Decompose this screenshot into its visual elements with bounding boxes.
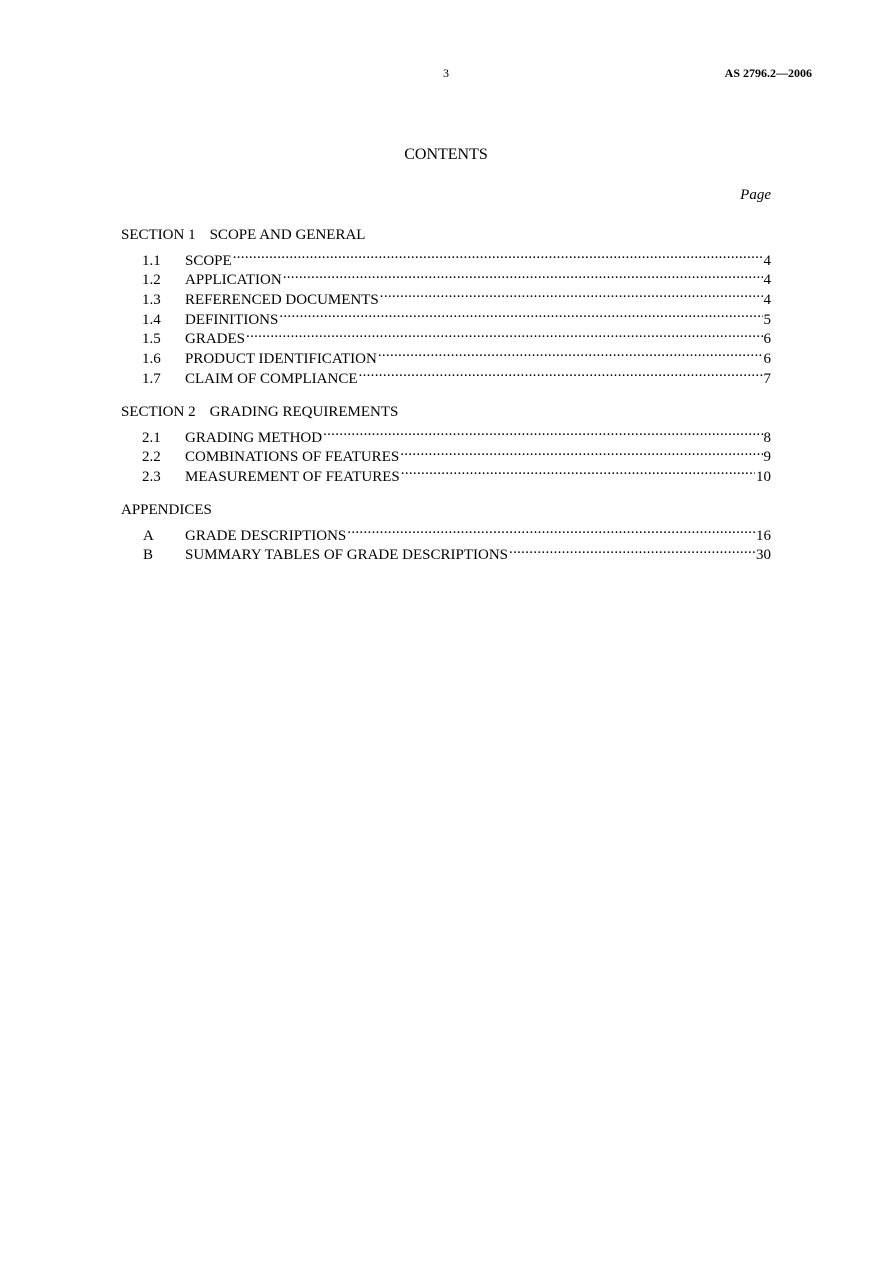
- toc-entry-number: 1.3: [142, 292, 161, 309]
- toc-entry-label: MEASUREMENT OF FEATURES: [185, 468, 400, 485]
- dot-leader: [378, 343, 763, 363]
- toc-entry-number: B: [143, 547, 154, 564]
- toc-section-2: [121, 402, 771, 485]
- toc-entry-label: GRADES: [185, 331, 246, 348]
- toc-entry-label: CLAIM OF COMPLIANCE: [185, 370, 358, 387]
- toc-entry-number: 1.5: [142, 331, 161, 348]
- section-label: SECTION 1: [121, 227, 196, 243]
- section-label: SECTION 2: [121, 403, 196, 420]
- toc-entry-label: COMBINATIONS OF FEATURES: [185, 449, 400, 466]
- toc-entry[interactable]: [121, 422, 771, 446]
- dot-leader: [347, 520, 755, 540]
- toc-entry-label: SUMMARY TABLES OF GRADE DESCRIPTIONS: [185, 547, 509, 564]
- dot-leader: [509, 540, 755, 560]
- toc-entry[interactable]: [121, 520, 771, 544]
- document-code: AS 2796.2—2006: [724, 66, 812, 80]
- dot-leader: [401, 461, 755, 481]
- toc-entry-page: 4: [763, 272, 771, 289]
- toc-entry-number: 1.7: [142, 370, 161, 387]
- toc-entry-page: 9: [763, 449, 771, 466]
- toc-entry-label: DEFINITIONS: [185, 311, 279, 328]
- toc-section-heading: [121, 225, 771, 245]
- toc-entry-label: PRODUCT IDENTIFICATION: [185, 351, 377, 368]
- toc-appendices: [121, 500, 771, 564]
- toc-entry-page: 6: [763, 351, 771, 368]
- toc-entry-number: 2.1: [142, 429, 161, 446]
- section-title: SCOPE AND GENERAL: [209, 227, 366, 243]
- toc-entry-number: 2.3: [142, 468, 161, 485]
- toc-appendices-heading: APPENDICES: [121, 501, 212, 518]
- page-number: 3: [443, 66, 449, 80]
- toc-entry-page: 4: [763, 292, 771, 309]
- section-title: GRADING REQUIREMENTS: [209, 403, 399, 420]
- table-of-contents: [121, 225, 771, 578]
- toc-entry-label: SCOPE: [185, 252, 232, 269]
- toc-entry[interactable]: [121, 245, 771, 269]
- dot-leader: [323, 422, 762, 442]
- toc-section-heading: [121, 402, 771, 422]
- dot-leader: [283, 265, 763, 285]
- toc-entry-number: 2.2: [142, 449, 161, 466]
- toc-section-1: [121, 225, 771, 387]
- toc-entry-page: 8: [763, 429, 771, 446]
- toc-entry-page: 30: [756, 547, 771, 564]
- dot-leader: [233, 245, 763, 265]
- toc-entry-number: 1.1: [142, 252, 161, 269]
- toc-entry-page: 7: [763, 370, 771, 387]
- toc-entry-page: 6: [763, 331, 771, 348]
- toc-entry-number: 1.4: [142, 311, 161, 328]
- toc-entry-label: GRADING METHOD: [185, 429, 323, 446]
- page-column-label: Page: [740, 187, 771, 203]
- dot-leader: [246, 324, 762, 344]
- toc-entry-label: REFERENCED DOCUMENTS: [185, 292, 379, 309]
- toc-entry-page: 4: [763, 252, 771, 269]
- dot-leader: [380, 284, 763, 304]
- toc-entry-number: 1.6: [142, 351, 161, 368]
- toc-entry-number: A: [143, 527, 154, 544]
- dot-leader: [279, 304, 762, 324]
- toc-entry-label: GRADE DESCRIPTIONS: [185, 527, 347, 544]
- toc-entry-page: 5: [763, 311, 771, 328]
- toc-entry-page: 16: [756, 527, 771, 544]
- contents-title: CONTENTS: [404, 146, 488, 163]
- toc-entry-label: APPLICATION: [185, 272, 282, 289]
- toc-entry-page: 10: [756, 468, 771, 485]
- dot-leader: [359, 363, 763, 383]
- toc-entry-number: 1.2: [142, 272, 161, 289]
- dot-leader: [400, 442, 762, 462]
